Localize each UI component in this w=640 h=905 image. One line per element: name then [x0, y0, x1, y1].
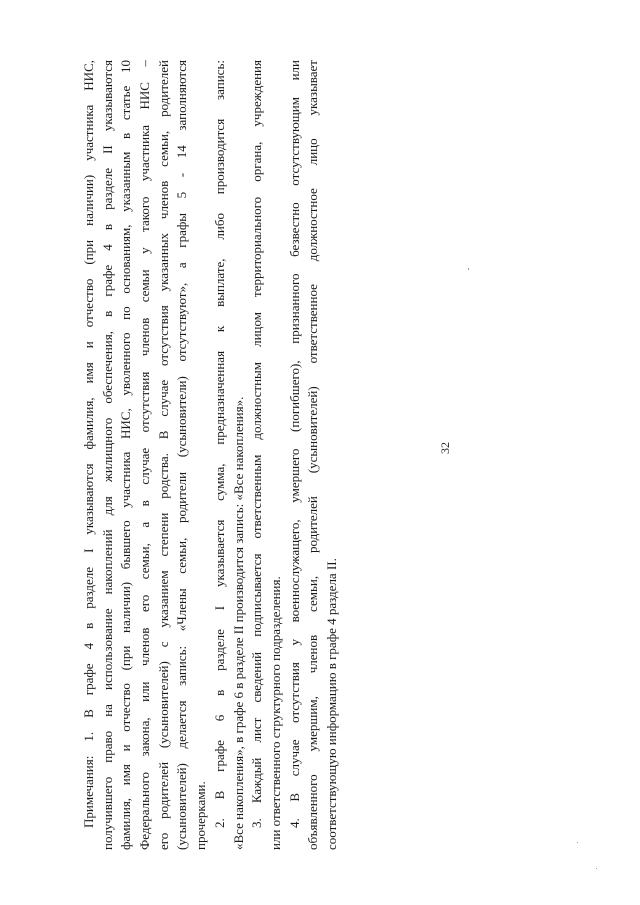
notes-text: [80, 60, 339, 850]
notes-line: 4. В случае отсутствия у военнослужащего, умершего (погибшего), признанного безвестно отсутствующим или: [286, 60, 302, 828]
notes-line: его родителей (усыновителей) с указанием степени родства. В случае отсутствия указанных членов семьи, родителей: [155, 60, 171, 850]
notes-line: 3. Каждый лист сведений подписывается ответственным должностным лицом территориального органа, учреждения: [249, 60, 265, 828]
notes-line: прочерками.: [193, 781, 209, 850]
notes-line: «Все накопления», в графе 6 в разделе II производится запись: «Все накопления».: [230, 396, 246, 850]
scan-speck: [577, 842, 578, 843]
notes-line: соответствующую информацию в графе 4 раздела II.: [323, 558, 339, 850]
scan-speck: [596, 868, 597, 869]
notes-line: объявленного умершим, членов семьи, родителей (усыновителей) ответственное должностное лицо указывает: [305, 60, 321, 850]
notes-line: Примечания: 1. В графе 4 в разделе I указываются фамилия, имя и отчество (при наличии) участника НИС,: [81, 60, 96, 828]
notes-line: получившего право на использование накоплений для жилищного обеспечения, в графе 4 в разделе II указываются: [99, 60, 115, 850]
page-number: 32: [438, 442, 452, 454]
notes-line: фамилия, имя и отчество (при наличии) бывшего участника НИС, уволенного по основаниям, указанным в статье 10: [118, 60, 134, 850]
notes-line: 2. В графе 6 в разделе I указывается сумма, предназначенная к выплате, либо производится запись:: [211, 60, 227, 828]
notes-line: (усыновителей) делается запись: «Члены семьи, родители (усыновители) отсутствуют», а графы 5 - 14 заполняются: [174, 60, 190, 850]
notes-line: Федерального закона, или членов его семьи, а в случае отсутствия членов семьи у такого участника НИС –: [137, 60, 153, 850]
scan-speck: [468, 268, 469, 270]
notes-line: или ответственного структурного подразделения.: [267, 576, 283, 850]
